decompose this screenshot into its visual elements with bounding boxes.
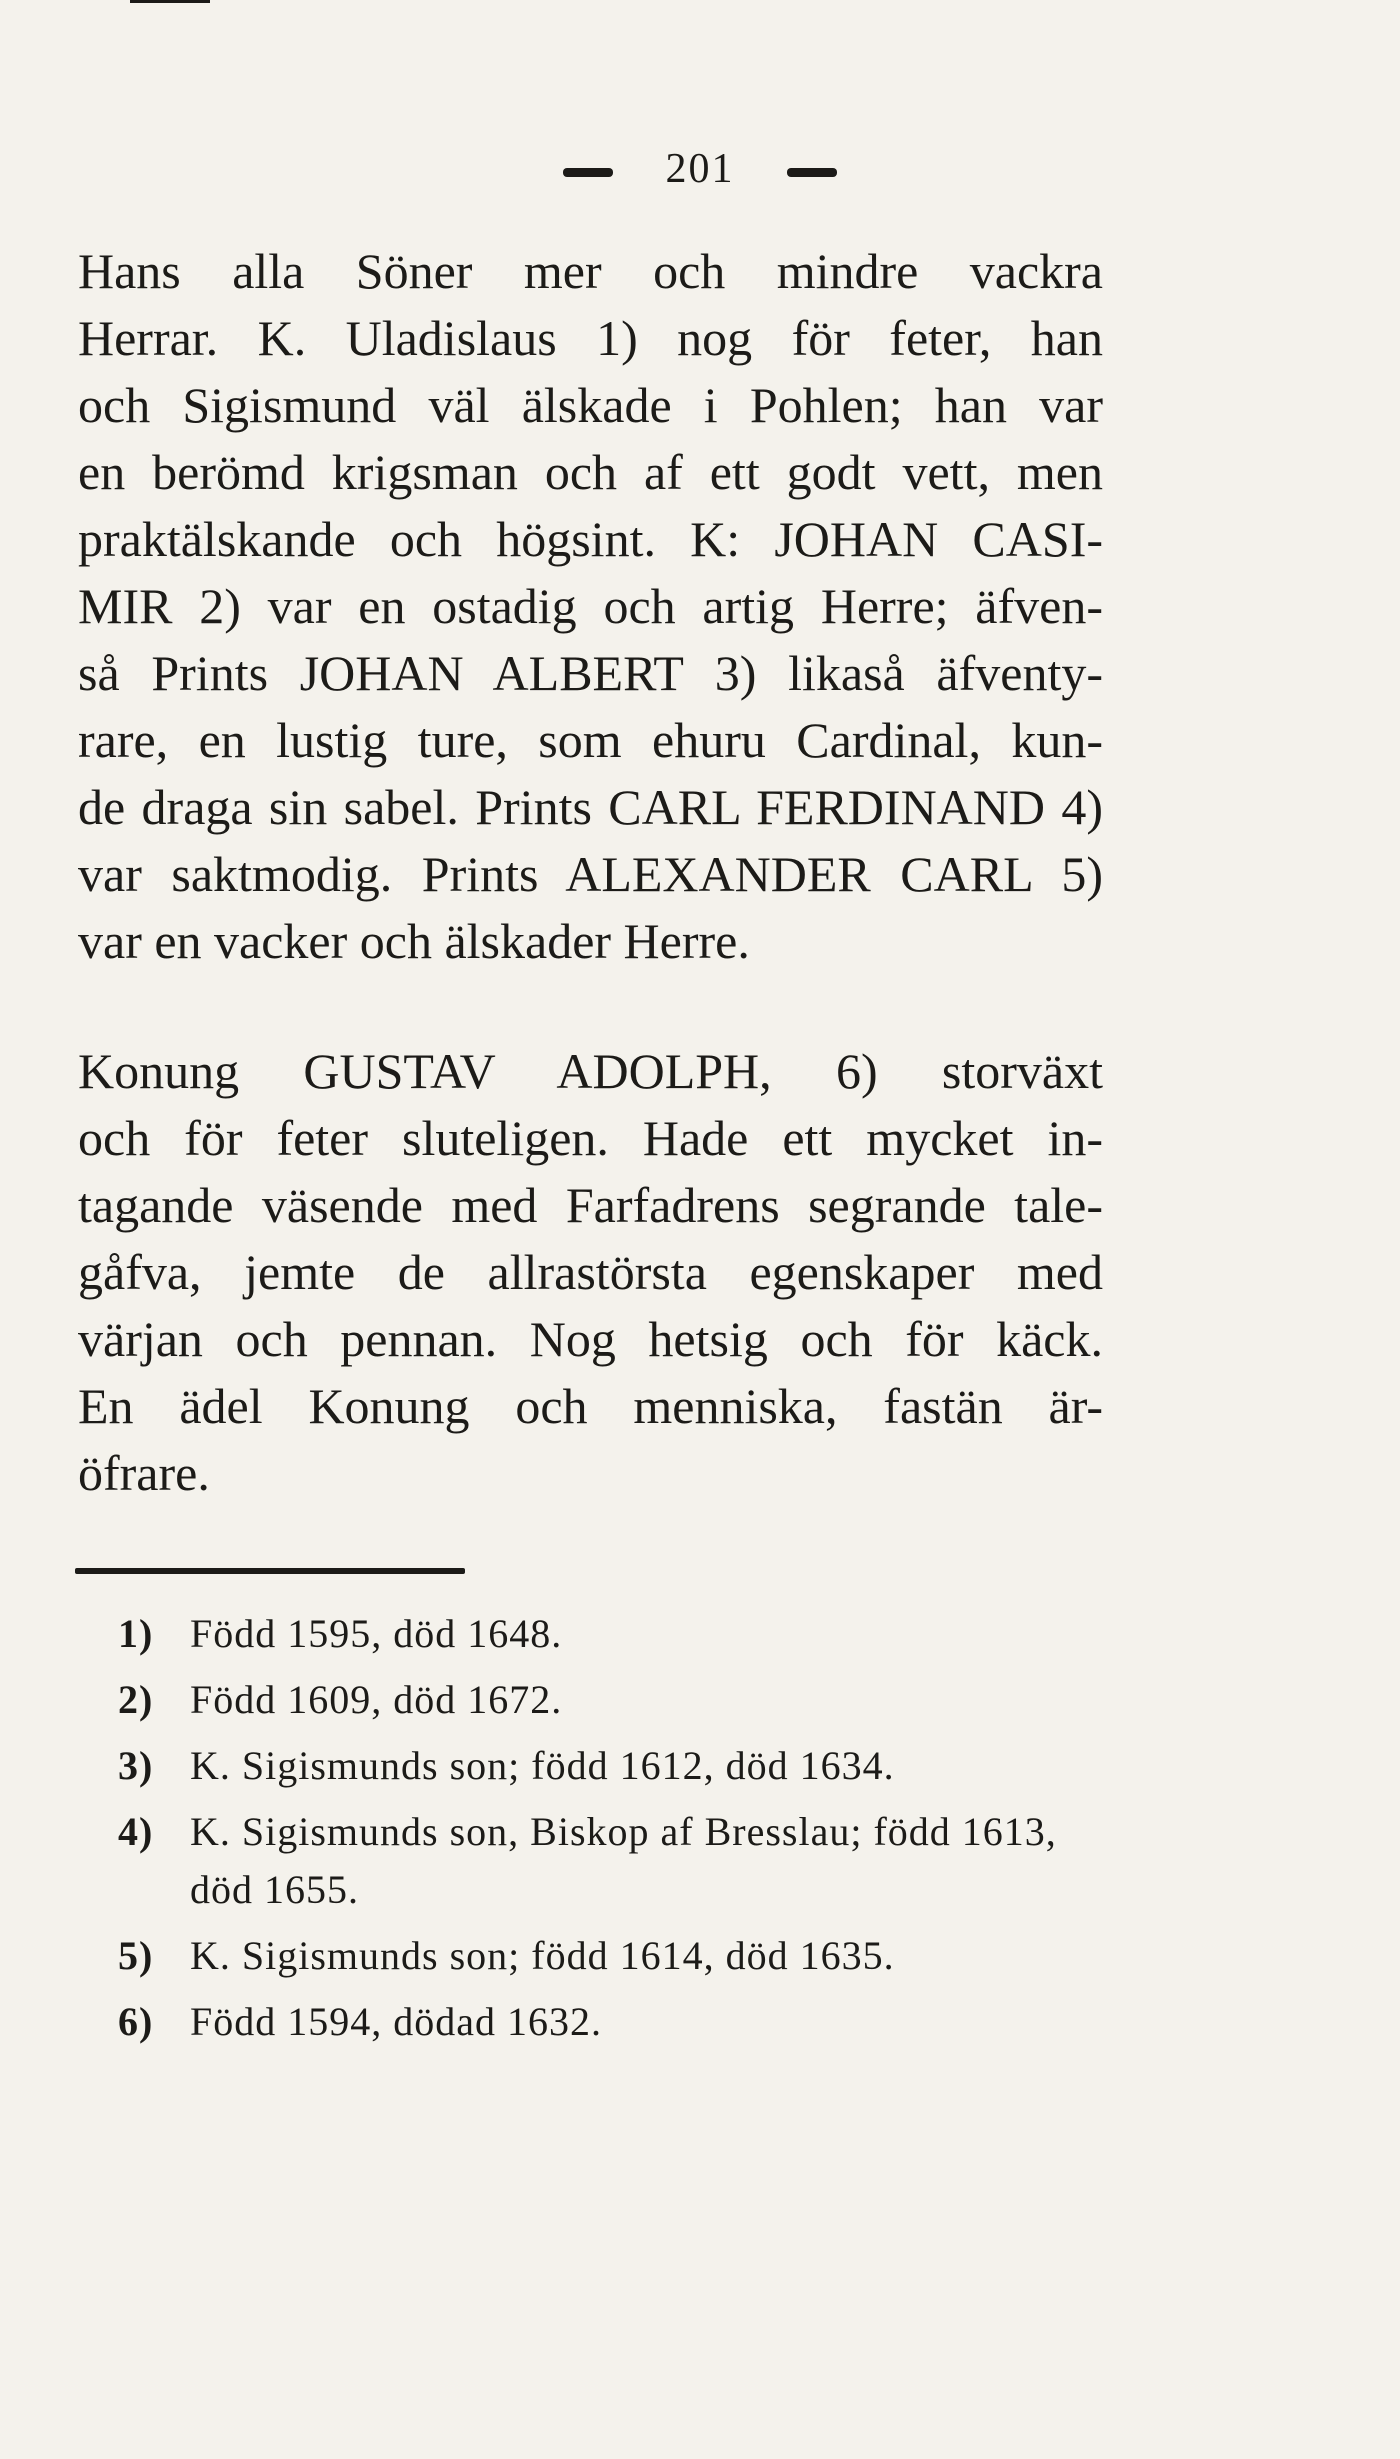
text-line: de draga sin sabel. Prints CARL FERDINAND 4) [78, 779, 1103, 835]
footnote-2 [118, 1671, 1098, 1729]
footnote-text: Född 1594, dödad 1632. [190, 1999, 602, 2044]
footnote-3 [118, 1737, 1098, 1795]
footnote-text: K. Sigismunds son; född 1614, död 1635. [190, 1933, 895, 1978]
footnote-separator-rule [75, 1568, 465, 1574]
footnote-1 [118, 1605, 1098, 1663]
text-line: var en vacker och älskader Herre. [78, 913, 750, 969]
footnote-4 [118, 1803, 1098, 1919]
footnote-text: K. Sigismunds son; född 1612, död 1634. [190, 1743, 895, 1788]
text-line: var saktmodig. Prints ALEXANDER CARL 5) [78, 846, 1103, 902]
paragraph-sons [78, 238, 1103, 975]
text-line: En ädel Konung och menniska, fastän är- [78, 1378, 1103, 1434]
footnote-marker: 4) [118, 1809, 154, 1854]
text-line: och Sigismund väl älskade i Pohlen; han var [78, 377, 1103, 433]
text-line: Herrar. K. Uladislaus 1) nog för feter, han [78, 310, 1103, 366]
footnote-marker: 6) [118, 1999, 154, 2044]
text-line: MIR 2) var en ostadig och artig Herre; äfven- [78, 578, 1103, 634]
text-line: rare, en lustig ture, som ehuru Cardinal, kun- [78, 712, 1103, 768]
text-line: och för feter sluteligen. Hade ett mycket in- [78, 1110, 1103, 1166]
text-line: Konung GUSTAV ADOLPH, 6) storväxt [78, 1043, 1103, 1099]
text-line: Hans alla Söner mer och mindre vackra [78, 243, 1103, 299]
footnote-marker: 1) [118, 1611, 154, 1656]
footnote-6 [118, 1993, 1098, 2051]
footnote-marker: 5) [118, 1933, 154, 1978]
footnote-text: Född 1609, död 1672. [190, 1677, 563, 1722]
text-line: så Prints JOHAN ALBERT 3) likaså äfventy- [78, 645, 1103, 701]
footnotes [118, 1605, 1098, 2059]
text-line: tagande väsende med Farfadrens segrande tale- [78, 1177, 1103, 1233]
page-number: 201 [665, 146, 735, 192]
footnote-text: Född 1595, död 1648. [190, 1611, 563, 1656]
footnote-marker: 2) [118, 1677, 154, 1722]
footnote-5 [118, 1927, 1098, 1985]
text-line: en berömd krigsman och af ett godt vett, men [78, 444, 1103, 500]
footnote-marker: 3) [118, 1743, 154, 1788]
right-ornament-dash [787, 168, 837, 177]
text-line: gåfva, jemte de allrastörsta egenskaper med [78, 1244, 1103, 1300]
left-ornament-dash [563, 168, 613, 177]
footnote-text: K. Sigismunds son, Biskop af Bresslau; född 1613, död 1655. [190, 1809, 1057, 1912]
text-line: värjan och pennan. Nog hetsig och för käck. [78, 1311, 1103, 1367]
page-number-header [0, 145, 1400, 193]
text-line: öfrare. [78, 1445, 210, 1501]
top-edge-mark [130, 0, 210, 3]
paragraph-gustav-adolph [78, 1038, 1103, 1507]
text-line: praktälskande och högsint. K: JOHAN CASI- [78, 511, 1103, 567]
